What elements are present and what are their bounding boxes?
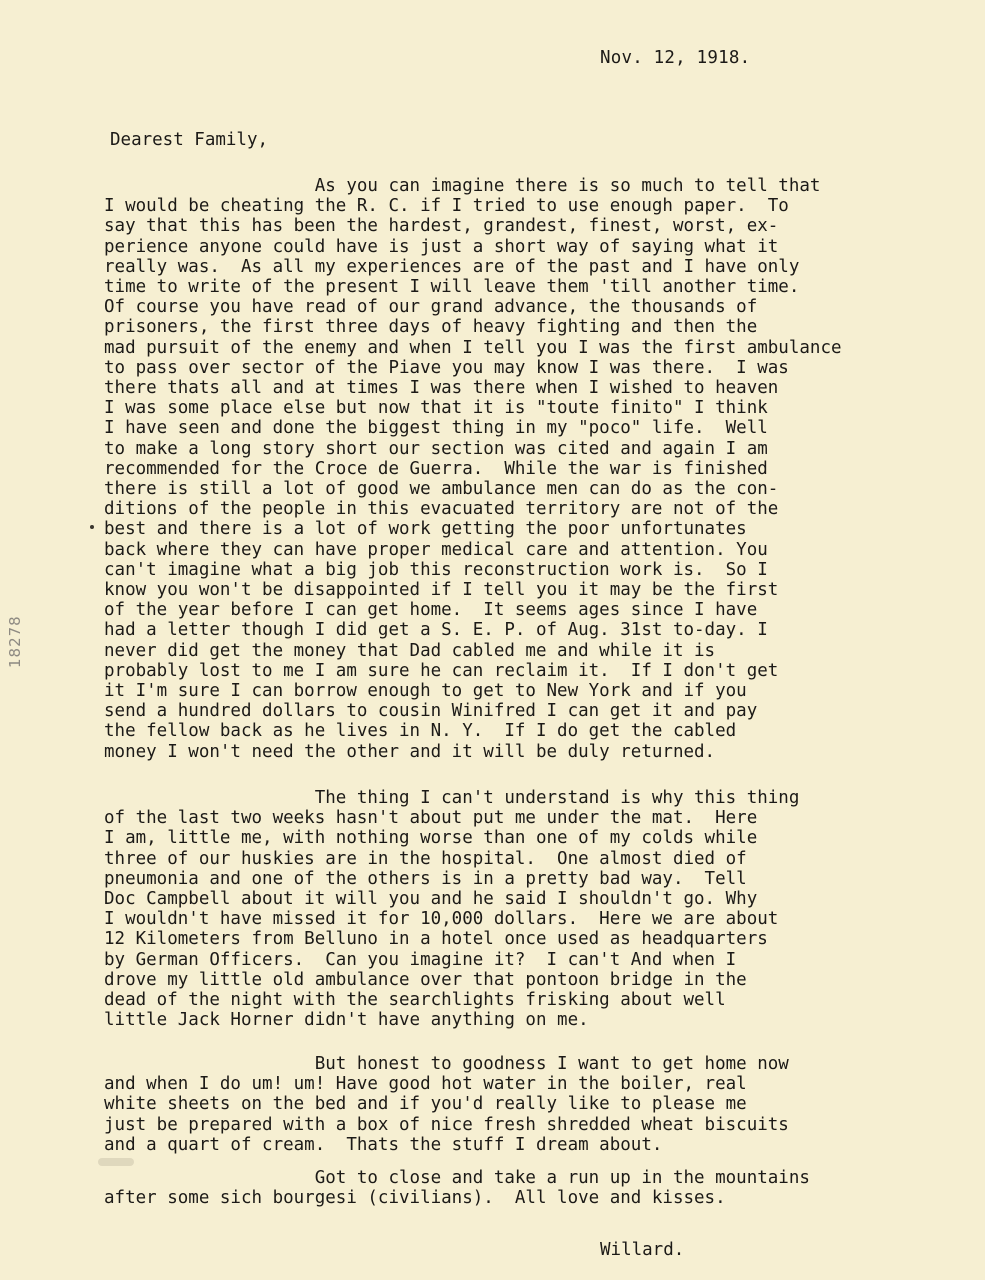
ink-dot bbox=[90, 525, 94, 529]
paragraph-2: The thing I can't understand is why this thing of the last two weeks hasn't about put me under the mat. Here I am, little me, with nothing worse than one of my colds while three of our huskies are in the hospital. One almost died of pneumonia and one of the others is in a pretty bad way. Tell Doc Campbell about it will you and he said I shouldn't go. Why I wouldn't have missed it for 10,000 dollars. Here we are about 12 Kilometers from Belluno in a hotel once used as headquarters by German Officers. Can you imagine it? I can't And when I drove my little old ambulance over that pontoon bridge in the dead of the night with the searchlights frisking about well little Jack Horner didn't have anything on me. bbox=[104, 788, 800, 1031]
paper-smudge bbox=[98, 1158, 134, 1166]
salutation: Dearest Family, bbox=[110, 130, 269, 150]
signature: Willard. bbox=[600, 1240, 685, 1260]
paragraph-1: As you can imagine there is so much to tell that I would be cheating the R. C. if I tried to use enough paper. To say that this has been the hardest, grandest, finest, worst, ex- perience anyone could have is just a short way of saying what it really was. As all my experiences are of the past and I have only time to write of the present I will leave them 'till another time. Of course you have read of our grand advance, the thousands of prisoners, the first three days of heavy fighting and then the mad pursuit of the enemy and when I tell you I was the first ambulance to pass over sector of the Piave you may know I was there. I was there thats all and at times I was there when I wished to heaven I was some place else but now that it is "toute finito" I think I have seen and done the biggest thing in my "poco" life. Well to make a long story short our section was cited and again I am recommended for the Croce de Guerra. While the war is finished there is still a lot of good we ambulance men can do as the con- ditions of the people in this evacuated territory are not of the best and there is a lot of work getting the poor unfortunates back where they can have proper medical care and attention. You can't imagine what a big job this reconstruction work is. So I know you won't be disappointed if I tell you it may be the first of the year before I can get home. It seems ages since I have had a letter though I did get a S. E. P. of Aug. 31st to-day. I never did get the money that Dad cabled me and while it is probably lost to me I am sure he can reclaim it. If I don't get it I'm sure I can borrow enough to get to New York and if you send a hundred dollars to cousin Winifred I can get it and pay the fellow back as he lives in N. Y. If I do get the cabled money I won't need the other and it will be duly returned. bbox=[104, 176, 842, 762]
archive-number-mark: 18278 bbox=[6, 615, 24, 668]
letter-date: Nov. 12, 1918. bbox=[600, 48, 751, 68]
paragraph-4: Got to close and take a run up in the mountains after some sich bourgesi (civilians). All love and kisses. bbox=[104, 1168, 810, 1209]
paragraph-3: But honest to goodness I want to get home now and when I do um! um! Have good hot water in the boiler, real white sheets on the bed and if you'd really like to please me just be prepared with a box of nice fresh shredded wheat biscuits and a quart of cream. Thats the stuff I dream about. bbox=[104, 1054, 789, 1155]
